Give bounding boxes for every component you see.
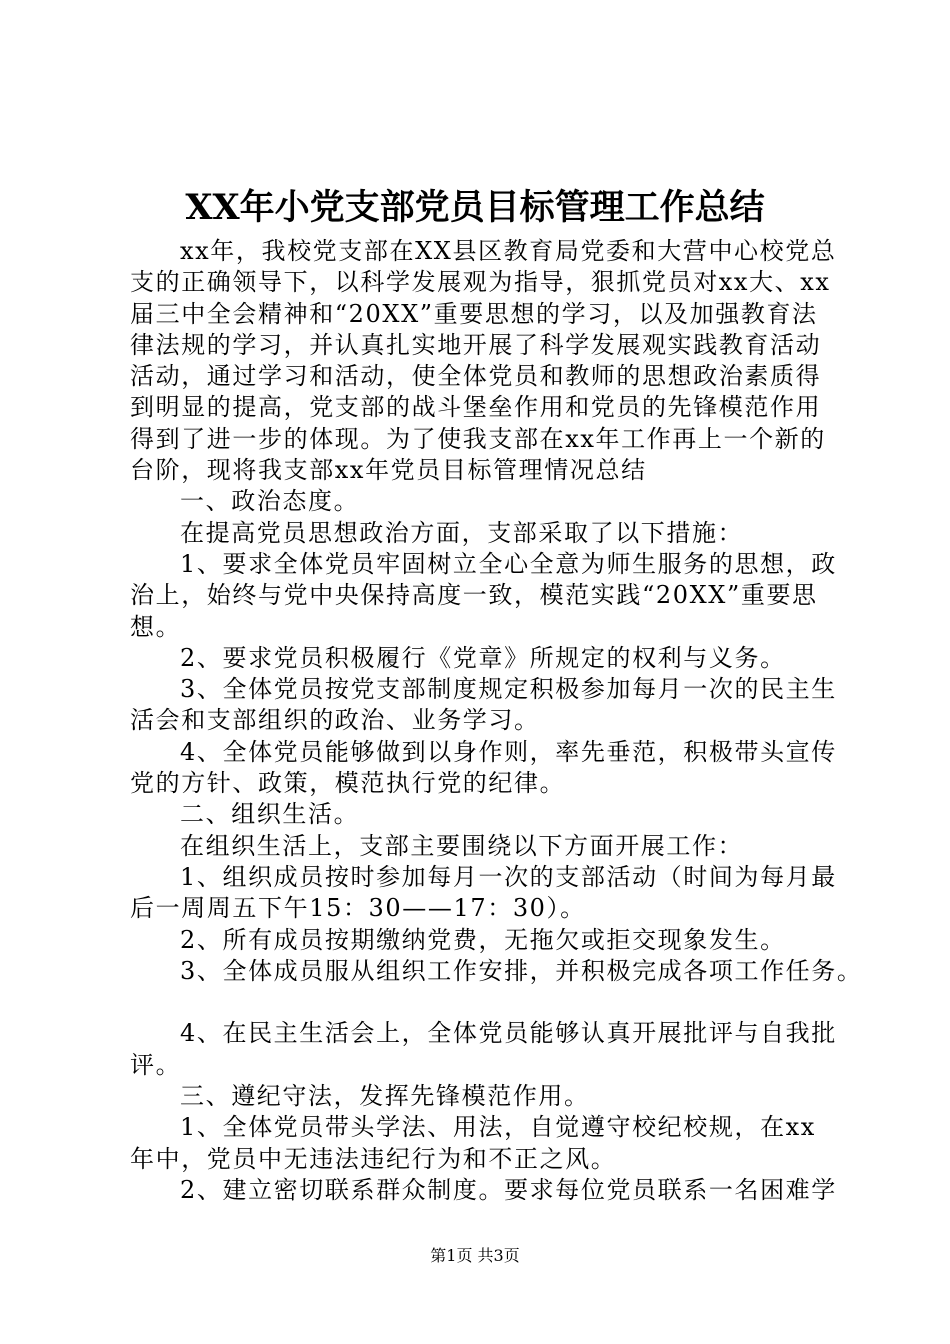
- body-text-line: 届三中全会精神和“20XX”重要思想的学习，以及加强教育法: [130, 299, 818, 328]
- body-text-line: 在组织生活上，支部主要围绕以下方面开展工作：: [180, 831, 744, 860]
- body-text-line: 想。: [130, 612, 182, 641]
- body-text-line: 治上，始终与党中央保持高度一致，模范实践“20XX”重要思: [130, 581, 818, 610]
- body-text-line: 二、组织生活。: [180, 800, 360, 829]
- body-text-line: 一、政治态度。: [180, 487, 360, 516]
- body-text-line: 活会和支部组织的政治、业务学习。: [130, 706, 540, 735]
- document-title: XX年小党支部党员目标管理工作总结: [185, 187, 765, 228]
- body-text-line: 到明显的提高，党支部的战斗堡垒作用和党员的先锋模范作用: [130, 393, 822, 422]
- blank-line: [130, 987, 840, 1018]
- body-text-line: 年中，党员中无违法违纪行为和不正之风。: [130, 1144, 617, 1173]
- body-text-line: 4、全体党员能够做到以身作则，率先垂范，积极带头宣传: [180, 737, 837, 766]
- body-text-line: 1、全体党员带头学法、用法，自觉遵守校纪校规，在xx: [180, 1113, 816, 1142]
- body-text-line: 3、全体成员服从组织工作安排，并积极完成各项工作任务。: [180, 956, 863, 985]
- document-body: [130, 236, 863, 1206]
- body-text-line: 活动，通过学习和活动，使全体党员和教师的思想政治素质得: [130, 362, 822, 391]
- body-text-line: 1、组织成员按时参加每月一次的支部活动（时间为每月最: [180, 862, 837, 891]
- body-text-line: 1、要求全体党员牢固树立全心全意为师生服务的思想，政: [180, 549, 837, 578]
- body-text-line: 在提高党员思想政治方面，支部采取了以下措施：: [180, 518, 744, 547]
- body-text-line: 律法规的学习，并认真扎实地开展了科学发展观实践教育活动: [130, 330, 822, 359]
- body-text-line: xx年，我校党支部在XX县区教育局党委和大营中心校党总: [180, 237, 837, 265]
- body-text-line: 2、建立密切联系群众制度。要求每位党员联系一名困难学: [180, 1175, 837, 1204]
- body-text-line: 评。: [130, 1050, 182, 1079]
- body-text-line: 台阶，现将我支部xx年党员目标管理情况总结: [130, 456, 647, 485]
- body-text-line: 3、全体党员按党支部制度规定积极参加每月一次的民主生: [180, 675, 837, 704]
- body-text-line: 2、要求党员积极履行《党章》所规定的权利与义务。: [180, 643, 786, 672]
- body-text-line: 2、所有成员按期缴纳党费，无拖欠或拒交现象发生。: [180, 925, 786, 954]
- body-text-line: 党的方针、政策，模范执行党的纪律。: [130, 769, 566, 798]
- body-text-line: 得到了进一步的体现。为了使我支部在xx年工作再上一个新的: [130, 424, 826, 453]
- body-text-line: 三、遵纪守法，发挥先锋模范作用。: [180, 1082, 590, 1111]
- body-text-line: 支的正确领导下，以科学发展观为指导，狠抓党员对xx大、xx: [130, 268, 831, 297]
- body-text-line: 后一周周五下午15：30——17：30）。: [130, 894, 586, 923]
- page-number-footer: 第1页 共3页: [430, 1246, 520, 1265]
- body-text-line: 4、在民主生活会上，全体党员能够认真开展批评与自我批: [180, 1019, 837, 1048]
